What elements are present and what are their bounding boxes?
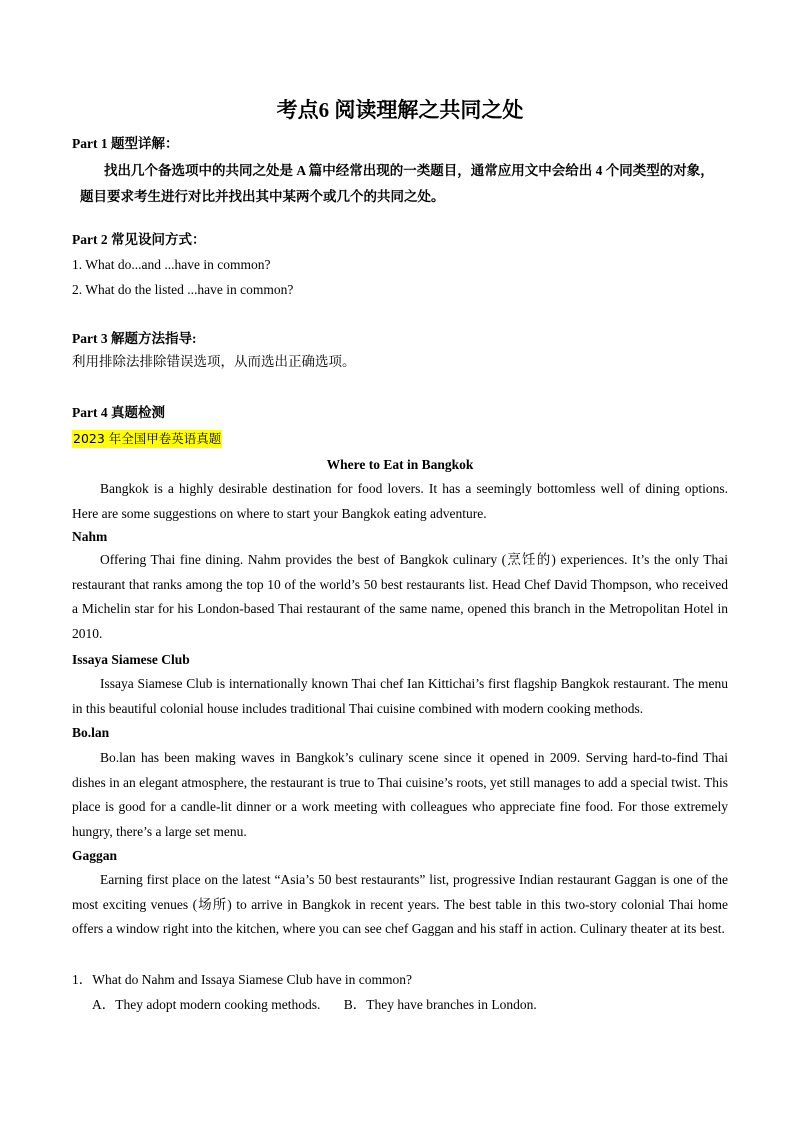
restaurant-name-issaya: Issaya Siamese Club bbox=[72, 652, 190, 667]
question-stem: 1．What do Nahm and Issaya Siamese Club have in common? bbox=[72, 972, 413, 987]
restaurant-text-issaya: Issaya Siamese Club is internationally known Thai chef Ian Kittichai’s first flagship Bangkok restaurant. The menu in this beautiful colonial house includes traditional Thai cuisine combined with modern cooking methods. bbox=[72, 676, 728, 716]
restaurant-text-gaggan: Earning first place on the latest “Asia’s 50 best restaurants” list, progressive Indian restaurant Gaggan is one of the most exciting venues (场所) to arrive in Bangkok in recent years. The best table in this two-story colonial Thai home offers a window right into the kitchen, where you can see chef Gaggan and his staff in action. Culinary theater at its best. bbox=[72, 872, 728, 936]
part4-heading: Part 4 真题检测 bbox=[72, 405, 165, 420]
restaurant-name-bolan: Bo.lan bbox=[72, 725, 110, 740]
restaurant-text-bolan: Bo.lan has been making waves in Bangkok’s culinary scene since it opened in 2009. Serving hard-to-find Thai dishes in an elegant atmosphere, the restaurant is true to Thai cuisine’s roots, yet still manages to add a special twist. This place is good for a candle-lit dinner or a work meeting with colleagues who appreciate fine food. For those extremely hungry, there’s a large set menu. bbox=[72, 750, 728, 839]
question-options bbox=[92, 995, 557, 1015]
part3-heading: Part 3 解题方法指导: bbox=[72, 331, 197, 346]
passage-title: Where to Eat in Bangkok bbox=[326, 457, 474, 472]
part1-description bbox=[72, 158, 740, 210]
restaurant-name-gaggan: Gaggan bbox=[72, 848, 118, 863]
part1-line1: 找出几个备选项中的共同之处是 A 篇中经常出现的一类题目，通常应用文中会给出 4 个同类型的对象， bbox=[104, 163, 714, 178]
page-title: 考点6 阅读理解之共同之处 bbox=[276, 98, 524, 122]
part2-heading: Part 2 常见设问方式： bbox=[72, 232, 206, 247]
part2-item-2: 2. What do the listed ...have in common? bbox=[72, 282, 294, 297]
exam-source-label: 2023 年全国甲卷英语真题 bbox=[73, 431, 222, 446]
restaurant-text-nahm: Offering Thai fine dining. Nahm provides the best of Bangkok culinary (烹饪的) experiences. It’s the only Thai restaurant that ranks among the top 10 of the world’s 50 best restaurants list. Head Chef David Thompson, who received a Michelin star for his London-based Thai restaurant of the same name, opened this branch in the Metropolitan Hotel in 2010. bbox=[72, 552, 728, 641]
part2-item-1: 1. What do...and ...have in common? bbox=[72, 257, 271, 272]
restaurant-name-nahm: Nahm bbox=[72, 529, 108, 544]
part1-line2: 题目要求考生进行对比并找出其中某两个或几个的共同之处。 bbox=[80, 189, 445, 204]
option-b: B．They have branches in London. bbox=[343, 997, 537, 1012]
part1-heading: Part 1 题型详解： bbox=[72, 136, 179, 151]
part3-text: 利用排除法排除错误选项，从而选出正确选项。 bbox=[72, 354, 356, 369]
passage-intro: Bangkok is a highly desirable destination for food lovers. It has a seemingly bottomless well of dining options. Here are some suggestions on where to start your Bangkok eating adventure. bbox=[72, 481, 728, 521]
option-a: A．They adopt modern cooking methods. bbox=[92, 997, 321, 1012]
